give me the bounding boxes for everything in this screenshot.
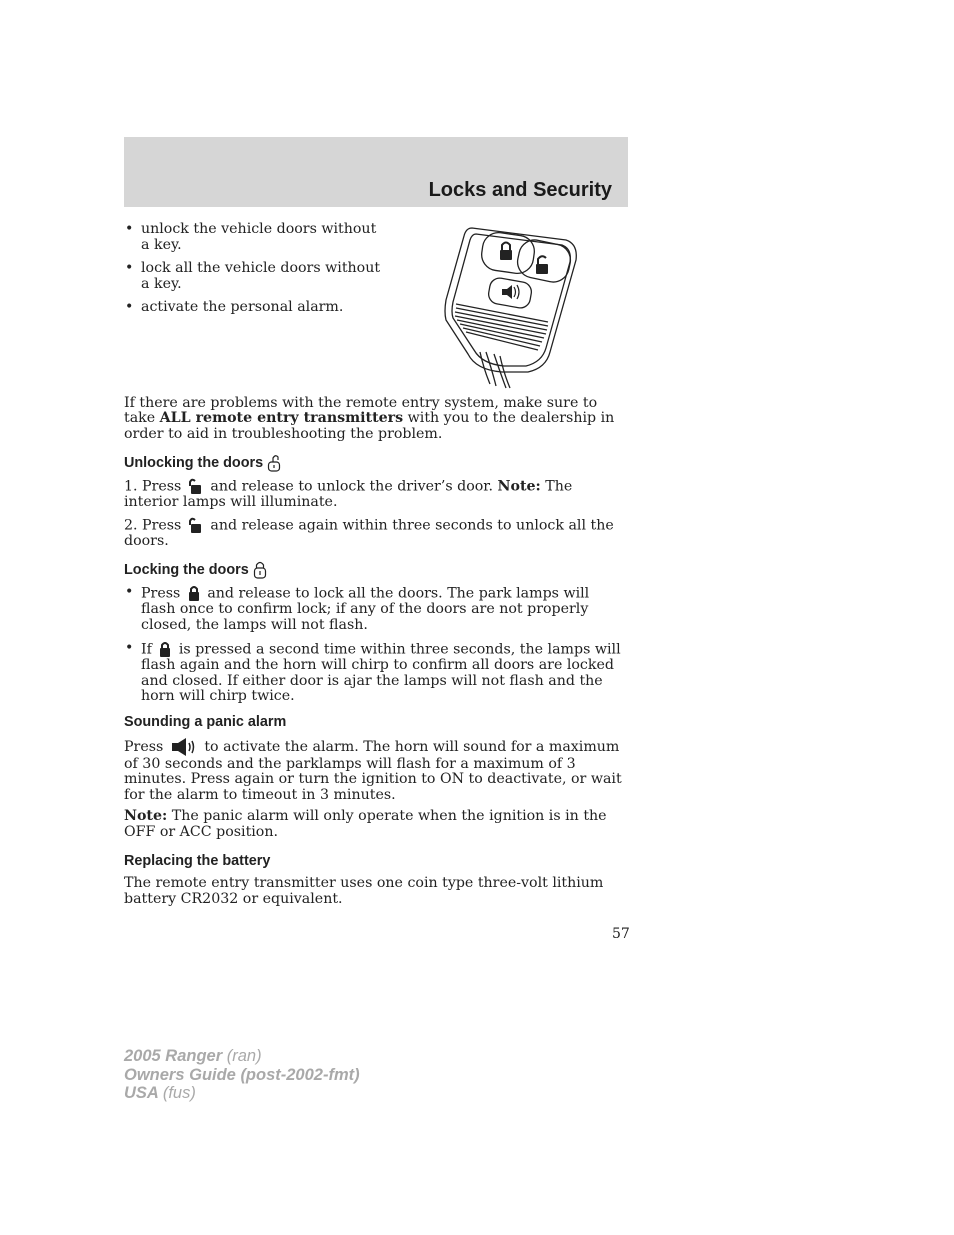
- unlock-step-1: 1. Press and release to unlock the driver’s door. Note: The interior lamps will illuminate.: [124, 478, 573, 511]
- panic-horn-icon: [168, 737, 200, 757]
- intro-bullet-list: [124, 222, 384, 316]
- list-item: • activate the personal alarm.: [124, 300, 384, 316]
- list-item: • If is pressed a second time within three seconds, the lamps will flash again and the horn will chirp to confirm all doors are locked and closed. If either door is ajar the lamps will not flash and the horn will chirp twice.: [124, 641, 628, 705]
- footer-line-3: USA (fus): [124, 1084, 196, 1102]
- section-header-band: [124, 137, 628, 207]
- panic-paragraph: Press to activate the alarm. The horn will sound for a maximum of 30 seconds and the parklamps will flash for a maximum of 3 minutes. Press again or turn the ignition to ON to deactivate, or wait for the alarm to timeout in 3 minutes.: [124, 738, 622, 803]
- problems-paragraph: If there are problems with the remote entry system, make sure to take ALL remote entry transmitters with you to the dealership in order to aid in troubleshooting the problem.: [124, 394, 615, 442]
- page-number: 57: [612, 926, 630, 942]
- list-item: • Press and release to lock all the doors. The park lamps will flash once to confirm lock; if any of the doors are not properly closed, the lamps will not flash.: [124, 585, 628, 633]
- panic-note: Note: The panic alarm will only operate when the ignition is in the OFF or ACC position.: [124, 808, 607, 840]
- document-footer: [124, 1047, 360, 1103]
- unlocking-heading: Unlocking the doors: [124, 454, 628, 472]
- locking-heading: Locking the doors: [124, 561, 628, 579]
- lock-icon: [185, 585, 203, 602]
- panic-heading: Sounding a panic alarm: [124, 713, 287, 730]
- unlock-icon: [186, 517, 206, 534]
- battery-paragraph: The remote entry transmitter uses one coin type three-volt lithium battery CR2032 or equivalent.: [124, 875, 604, 907]
- locking-bullet-list: [124, 585, 628, 705]
- lock-icon: [156, 641, 174, 658]
- list-item: • lock all the vehicle doors without a key.: [124, 261, 384, 292]
- unlock-icon: [186, 478, 206, 495]
- unlock-step-2: 2. Press and release again within three seconds to unlock all the doors.: [124, 517, 614, 549]
- footer-line-2: Owners Guide (post-2002-fmt): [124, 1065, 360, 1084]
- bold-transmitters-text: ALL remote entry transmitters: [159, 410, 404, 426]
- list-item: • unlock the vehicle doors without a key.: [124, 222, 384, 253]
- open-padlock-icon: [267, 454, 281, 472]
- section-title: Locks and Security: [428, 179, 612, 201]
- battery-heading: Replacing the battery: [124, 853, 271, 870]
- main-content: [124, 222, 628, 913]
- closed-padlock-icon: [253, 561, 267, 579]
- footer-line-1: 2005 Ranger (ran): [124, 1047, 262, 1065]
